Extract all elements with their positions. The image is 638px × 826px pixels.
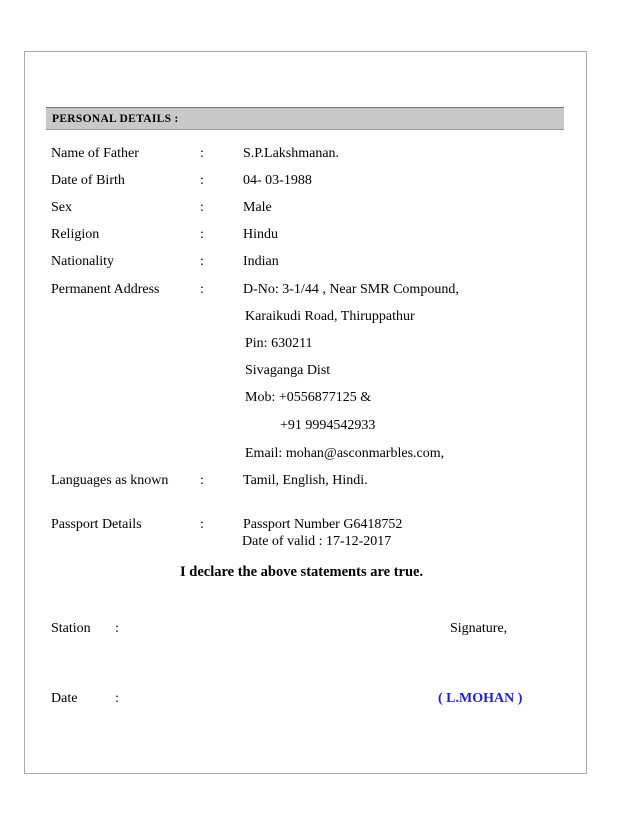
station-colon: : bbox=[115, 621, 119, 636]
religion-value: Hindu bbox=[243, 227, 278, 242]
religion-label: Religion bbox=[51, 227, 100, 242]
station-label: Station bbox=[51, 621, 91, 636]
father-value: S.P.Lakshmanan. bbox=[243, 146, 340, 161]
address-line: Pin: 630211 bbox=[245, 336, 313, 351]
passport-number: Passport Number G6418752 bbox=[243, 517, 403, 532]
dob-value: 04- 03-1988 bbox=[243, 173, 312, 188]
address-label: Permanent Address bbox=[51, 282, 160, 297]
address-phone-2: +91 9994542933 bbox=[280, 418, 376, 433]
passport-valid: Date of valid : 17-12-2017 bbox=[242, 534, 392, 549]
father-label: Name of Father bbox=[51, 146, 139, 161]
passport-label: Passport Details bbox=[51, 517, 142, 532]
sex-colon: : bbox=[200, 200, 204, 215]
signatory-name: ( L.MOHAN ) bbox=[438, 691, 523, 706]
nationality-value: Indian bbox=[243, 254, 279, 269]
address-email: Email: mohan@asconmarbles.com, bbox=[245, 446, 445, 461]
sex-label: Sex bbox=[51, 200, 72, 215]
address-line: Sivaganga Dist bbox=[245, 363, 331, 378]
address-line: Karaikudi Road, Thiruppathur bbox=[245, 309, 415, 324]
signature-label: Signature, bbox=[450, 621, 508, 636]
nationality-label: Nationality bbox=[51, 254, 114, 269]
languages-value: Tamil, English, Hindi. bbox=[243, 473, 368, 488]
date-label: Date bbox=[51, 691, 78, 706]
sex-value: Male bbox=[243, 200, 272, 215]
father-colon: : bbox=[200, 146, 204, 161]
languages-colon: : bbox=[200, 473, 204, 488]
dob-label: Date of Birth bbox=[51, 173, 125, 188]
address-line: D-No: 3-1/44 , Near SMR Compound, bbox=[243, 282, 459, 297]
section-title: PERSONAL DETAILS : bbox=[52, 113, 179, 125]
religion-colon: : bbox=[200, 227, 204, 242]
address-colon: : bbox=[200, 282, 204, 297]
address-phone: Mob: +0556877125 & bbox=[245, 390, 372, 405]
nationality-colon: : bbox=[200, 254, 204, 269]
languages-label: Languages as known bbox=[51, 473, 169, 488]
dob-colon: : bbox=[200, 173, 204, 188]
passport-colon: : bbox=[200, 517, 204, 532]
section-header bbox=[46, 107, 564, 130]
date-colon: : bbox=[115, 691, 119, 706]
declaration: I declare the above statements are true. bbox=[180, 564, 424, 580]
